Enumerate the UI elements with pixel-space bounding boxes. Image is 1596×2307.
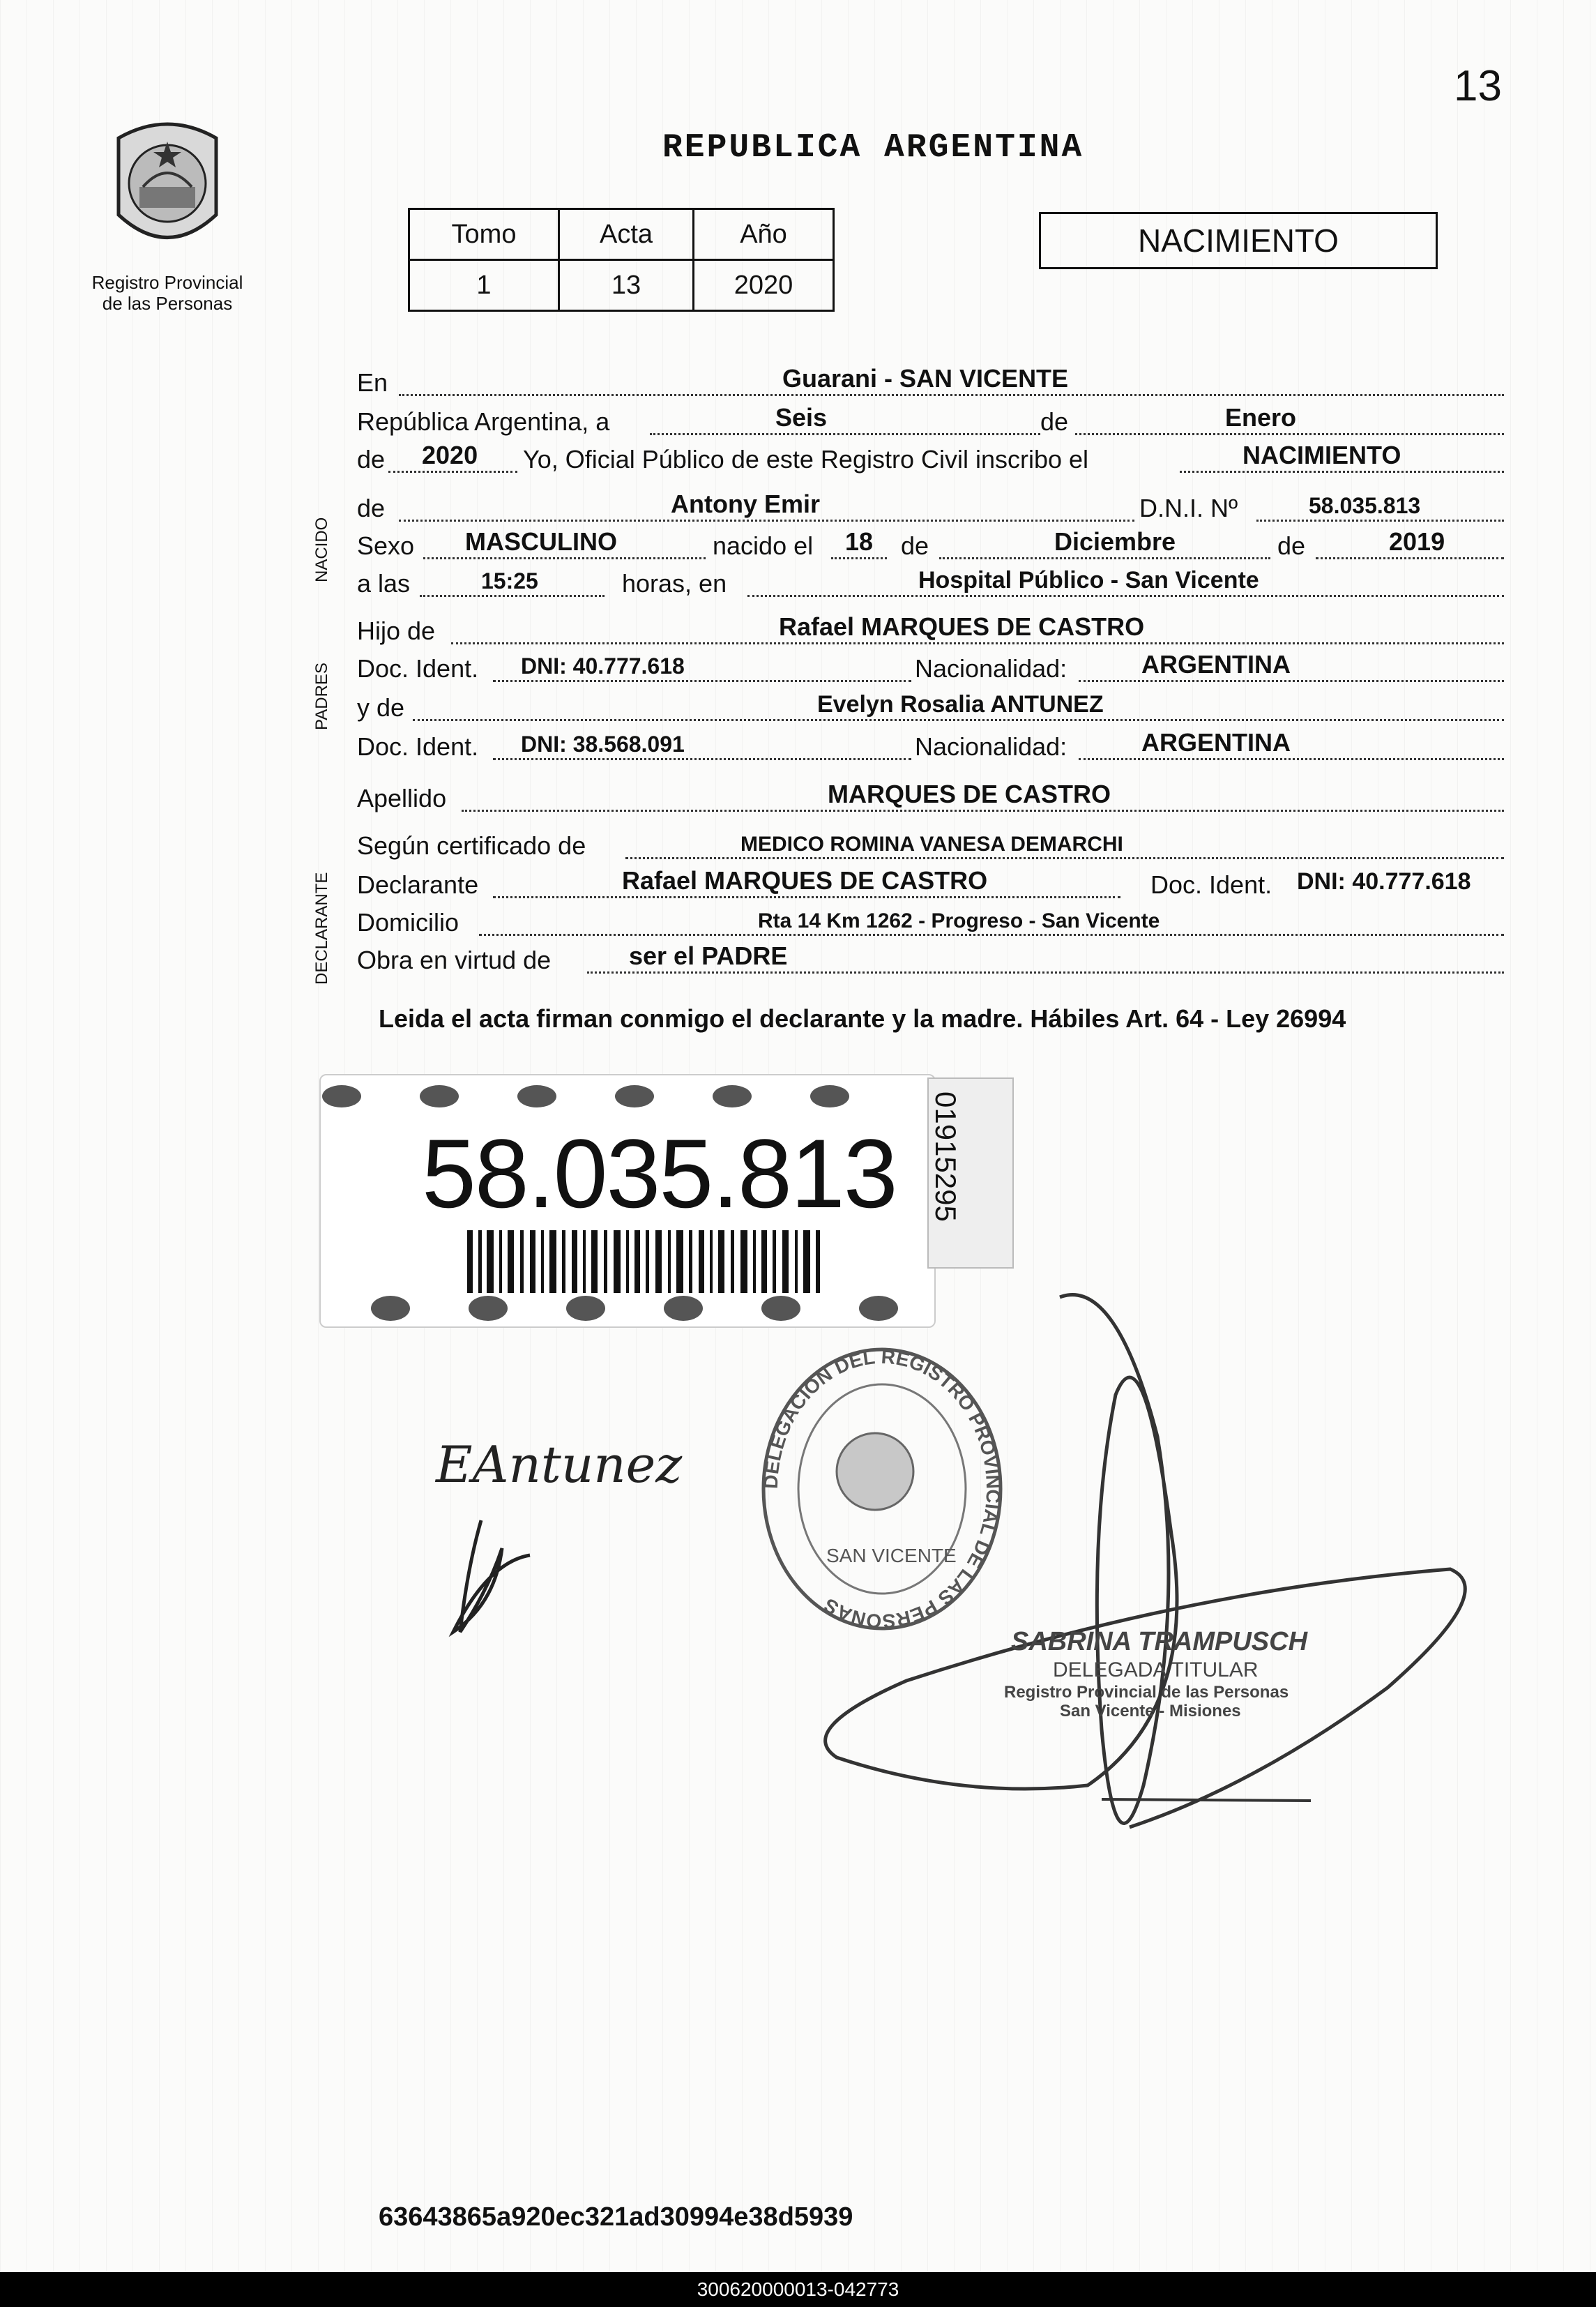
cert-label: Según certificado de bbox=[357, 831, 586, 860]
seal-center-text: SAN VICENTE bbox=[826, 1545, 957, 1566]
official-location: San Vicente - Misiones bbox=[1060, 1702, 1241, 1720]
document-type-box: NACIMIENTO bbox=[1039, 212, 1438, 269]
side-label-nacido: NACIDO bbox=[312, 517, 331, 582]
yde-label: y de bbox=[357, 693, 405, 722]
obra-label: Obra en virtud de bbox=[357, 946, 552, 974]
nac1-value: ARGENTINA bbox=[1141, 650, 1291, 679]
madre-value: Evelyn Rosalia ANTUNEZ bbox=[817, 691, 1104, 718]
nac-de2-label: de bbox=[1277, 531, 1306, 560]
registry-header-tomo: Tomo bbox=[409, 209, 559, 260]
nac-anio-value: 2019 bbox=[1389, 527, 1445, 556]
official-name: SABRINA TRAMPUSCH bbox=[1011, 1627, 1308, 1656]
registry-value-anio: 2020 bbox=[694, 260, 834, 311]
anio-label: de bbox=[357, 445, 386, 474]
official-role: DELEGADA TITULAR bbox=[1053, 1658, 1259, 1681]
document-hash: 63643865a920ec321ad30994e38d5939 bbox=[379, 2202, 853, 2232]
padre-value: Rafael MARQUES DE CASTRO bbox=[779, 612, 1145, 641]
lugar-value: Hospital Público - San Vicente bbox=[918, 567, 1259, 593]
sticker-serial: 01915295 bbox=[929, 1091, 962, 1222]
nac-dia-value: 18 bbox=[845, 527, 874, 556]
doc1-label: Doc. Ident. bbox=[357, 654, 479, 683]
en-label: En bbox=[357, 368, 388, 397]
nac-de1-label: de bbox=[901, 531, 929, 560]
official-org: Registro Provincial de las Personas bbox=[1004, 1683, 1289, 1702]
doc2-label: Doc. Ident. bbox=[357, 732, 479, 761]
nac2-value: ARGENTINA bbox=[1141, 728, 1291, 757]
registry-header-anio: Año bbox=[694, 209, 834, 260]
dni-value: 58.035.813 bbox=[1309, 493, 1421, 518]
en-value: Guarani - SAN VICENTE bbox=[782, 364, 1069, 393]
declarant-signature bbox=[453, 1520, 530, 1632]
mes-de-label: de bbox=[1040, 407, 1069, 436]
hora-label: a las bbox=[357, 569, 411, 598]
doc1-value: DNI: 40.777.618 bbox=[521, 653, 685, 679]
domicilio-value: Rta 14 Km 1262 - Progreso - San Vicente bbox=[758, 909, 1160, 932]
nac1-label: Nacionalidad: bbox=[915, 654, 1067, 683]
sexo-label: Sexo bbox=[357, 531, 415, 560]
acto-value: NACIMIENTO bbox=[1242, 441, 1401, 469]
nac-mes-value: Diciembre bbox=[1054, 527, 1176, 556]
declarante-label: Declarante bbox=[357, 870, 479, 899]
logo-caption-line-1: Registro Provincial bbox=[91, 272, 243, 293]
domicilio-label: Domicilio bbox=[357, 908, 459, 937]
nombre-value: Antony Emir bbox=[671, 490, 821, 518]
registry-value-acta: 13 bbox=[559, 260, 694, 311]
registry-value-tomo: 1 bbox=[409, 260, 559, 311]
hora-value: 15:25 bbox=[481, 568, 538, 593]
apellido-label: Apellido bbox=[357, 784, 447, 812]
logo-caption-line-2: de las Personas bbox=[102, 293, 233, 314]
closing-statement: Leida el acta firman conmigo el declarante y la madre. Hábiles Art. 64 - Ley 26994 bbox=[379, 1004, 1346, 1033]
apellido-value: MARQUES DE CASTRO bbox=[828, 780, 1111, 808]
decl-doc-value: DNI: 40.777.618 bbox=[1297, 868, 1471, 895]
seal-ring-text-path: DELEGACION DEL REGISTRO PROVINCIAL DE LAS PERSONAS bbox=[759, 1345, 1005, 1633]
document-title: REPUBLICA ARGENTINA bbox=[662, 129, 1084, 167]
seal-emblem bbox=[837, 1433, 913, 1510]
side-label-declarante: DECLARANTE bbox=[312, 872, 331, 985]
doc2-value: DNI: 38.568.091 bbox=[521, 732, 685, 757]
registry-header-acta: Acta bbox=[559, 209, 694, 260]
nombre-label: de bbox=[357, 494, 386, 522]
sexo-value: MASCULINO bbox=[465, 527, 617, 556]
page-number: 13 bbox=[1454, 62, 1502, 110]
nacido-label: nacido el bbox=[713, 531, 814, 560]
footer-code: 300620000013-042773 bbox=[0, 2272, 1596, 2307]
nac2-label: Nacionalidad: bbox=[915, 732, 1067, 761]
mes-value: Enero bbox=[1225, 403, 1297, 432]
mother-signature: EAntunez bbox=[436, 1435, 683, 1494]
yo-text: Yo, Oficial Público de este Registro Civil inscribo el bbox=[523, 445, 1089, 474]
dni-label: D.N.I. Nº bbox=[1139, 494, 1238, 522]
sticker-dni-number: 58.035.813 bbox=[422, 1119, 897, 1228]
hijo-label: Hijo de bbox=[357, 617, 436, 645]
dia-value: Seis bbox=[775, 403, 828, 432]
cert-value: MEDICO ROMINA VANESA DEMARCHI bbox=[740, 833, 1123, 856]
side-label-padres: PADRES bbox=[312, 663, 331, 730]
obra-value: ser el PADRE bbox=[629, 941, 788, 970]
decl-doc-label: Doc. Ident. bbox=[1150, 870, 1272, 899]
republica-label: República Argentina, a bbox=[357, 407, 610, 436]
horas-label: horas, en bbox=[622, 569, 727, 598]
anio-value: 2020 bbox=[422, 441, 478, 469]
declarante-value: Rafael MARQUES DE CASTRO bbox=[622, 866, 988, 895]
